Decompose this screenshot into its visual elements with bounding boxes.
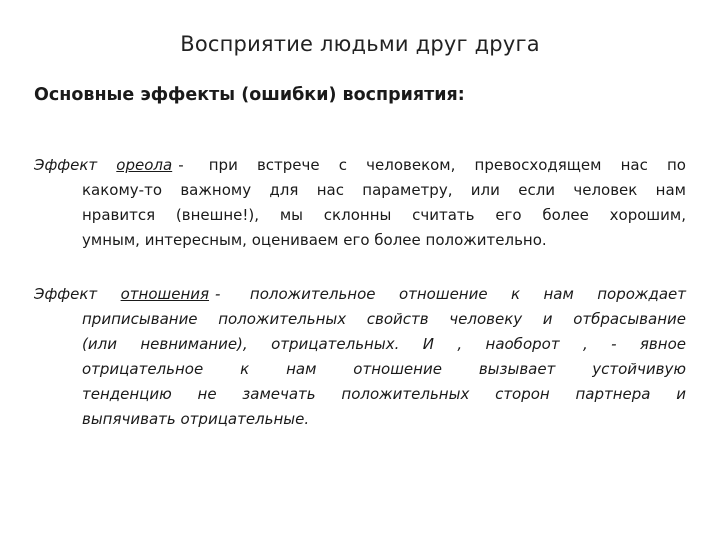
attitude-effect-line-5: тенденцию не замечать положительных сторон партнера и [82, 385, 686, 403]
attitude-effect-paragraph [34, 282, 686, 432]
halo-effect-line-1 [34, 153, 686, 178]
halo-effect-text-1: при встрече с человеком, превосходящем нас по [208, 156, 686, 174]
halo-effect-line-3: нравится (внешне!), мы склонны считать его более хорошим, [82, 206, 686, 224]
halo-effect-line-4: умным, интересным, оцениваем его более положительно. [82, 231, 547, 249]
halo-effect-paragraph [34, 153, 686, 253]
halo-effect-term-word: Эффект [34, 156, 98, 174]
attitude-effect-dash: - [215, 285, 221, 303]
slide-title: Восприятие людьми друг друга [180, 32, 540, 56]
attitude-effect-line-4: отрицательное к нам отношение вызывает устойчивую [82, 360, 686, 378]
attitude-effect-term-word: Эффект [34, 285, 98, 303]
attitude-effect-term-name: отношения [120, 285, 210, 303]
slide-subtitle: Основные эффекты (ошибки) восприятия: [34, 85, 465, 105]
attitude-effect-line-3: (или невнимание), отрицательных. И , наоборот , - явное [82, 335, 686, 353]
attitude-effect-line-1 [34, 282, 686, 307]
attitude-effect-line-6: выпячивать отрицательные. [82, 410, 310, 428]
halo-effect-term-name: ореола [116, 156, 173, 174]
attitude-effect-line-2: приписывание положительных свойств человеку и отбрасывание [82, 310, 686, 328]
halo-effect-line-2: какому-то важному для нас параметру, или если человек нам [82, 181, 686, 199]
halo-effect-dash: - [178, 156, 184, 174]
attitude-effect-text-1: положительное отношение к нам порождает [249, 285, 686, 303]
